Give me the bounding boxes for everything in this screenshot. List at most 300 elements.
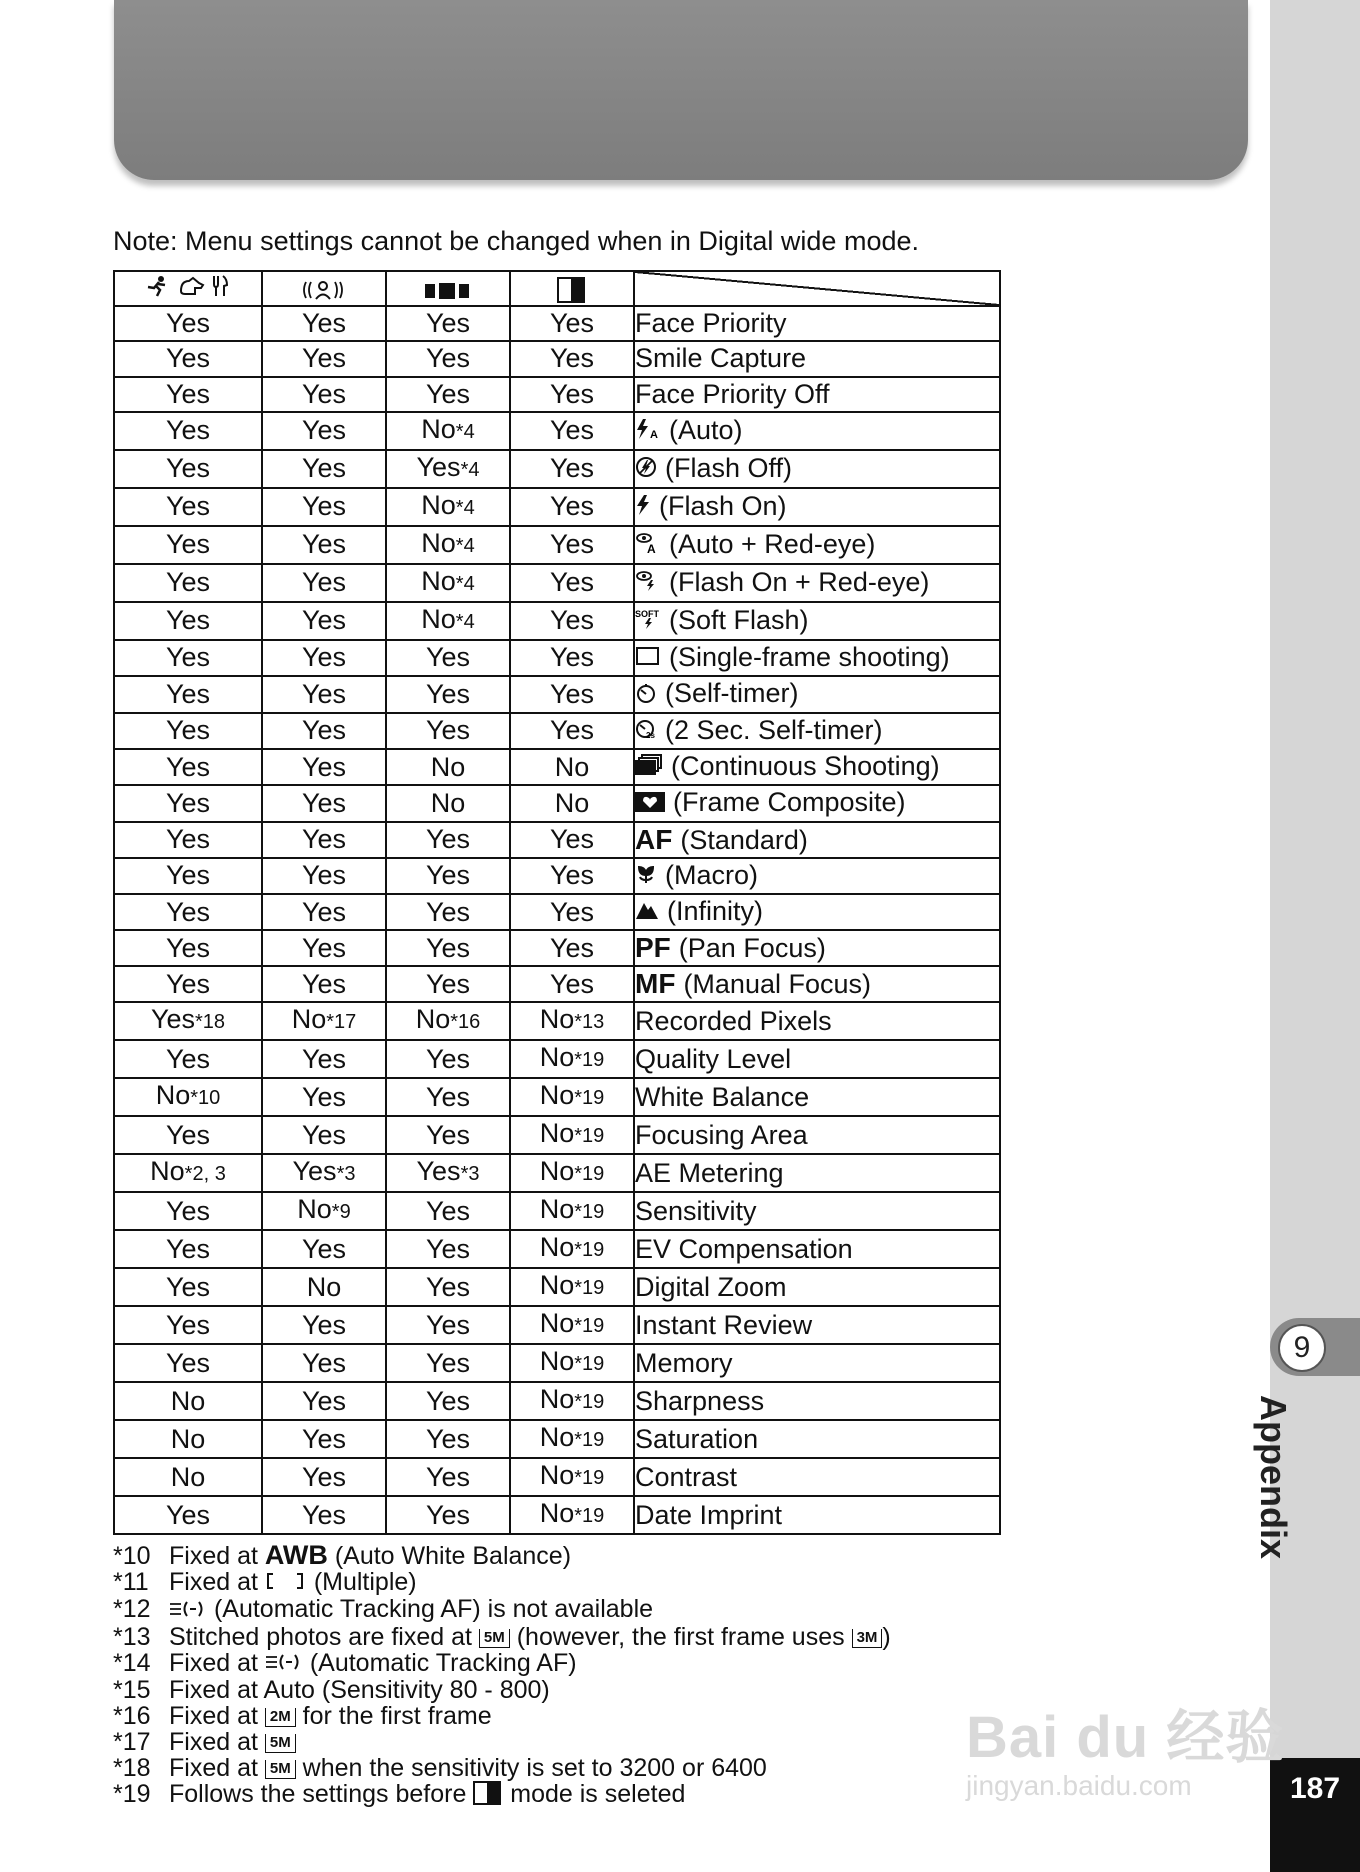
cell-setting (634, 450, 1000, 488)
cell-setting (634, 640, 1000, 676)
cell-setting (634, 785, 1000, 821)
cell-c3 (386, 713, 510, 749)
footnote-text: Fixed at (169, 1728, 265, 1757)
table-row (114, 1496, 1000, 1534)
cell-value: Yes (292, 1156, 337, 1187)
table-row (114, 450, 1000, 488)
cell-c1 (114, 930, 262, 966)
footnote-text: Follows the settings before (169, 1780, 474, 1809)
cell-value: Yes (425, 1309, 471, 1340)
cell-setting (634, 1230, 1000, 1268)
cell-c1 (114, 377, 262, 412)
cell-value: Yes (165, 896, 211, 927)
table-row (114, 1382, 1000, 1420)
footnote-ref: *19 (574, 1505, 605, 1528)
cell-c4 (510, 1268, 634, 1306)
cell-value: No (421, 527, 456, 558)
cell-value: Yes (301, 567, 347, 598)
cell-value: No (421, 603, 456, 634)
self-timer-2s-icon (635, 715, 657, 748)
footnote-ref: *19 (574, 1353, 605, 1376)
footnote-text: Fixed at (169, 1648, 265, 1677)
flash-auto-icon (635, 415, 661, 448)
cell-value: Yes (301, 308, 347, 339)
cell-c2 (262, 858, 386, 894)
cell-value: Yes (301, 642, 347, 673)
food-icon (211, 275, 229, 297)
cell-c3 (386, 1306, 510, 1344)
header-cell-smile (262, 271, 386, 306)
cell-value: Yes (425, 1385, 471, 1416)
setting-label: (Continuous Shooting) (671, 750, 940, 781)
continuous-icon (635, 751, 663, 784)
cell-c1 (114, 1078, 262, 1116)
cell-c2 (262, 306, 386, 341)
cell-setting (634, 488, 1000, 526)
cell-c1 (114, 858, 262, 894)
cell-c4 (510, 1230, 634, 1268)
cell-c2 (262, 1382, 386, 1420)
cell-setting (634, 1306, 1000, 1344)
cell-value: Yes (549, 860, 595, 891)
footnote-text: ) (882, 1622, 891, 1651)
cell-value: Yes (165, 787, 211, 818)
cell-value: No (539, 1194, 575, 1225)
cell-setting (634, 894, 1000, 930)
cell-c4 (510, 306, 634, 341)
cell-setting (634, 930, 1000, 966)
cell-value: Yes (301, 1119, 347, 1150)
page-number: 187 (1289, 1772, 1341, 1805)
cell-c4 (510, 894, 634, 930)
cell-setting (634, 749, 1000, 785)
cell-value: Yes (425, 715, 471, 746)
table-row (114, 377, 1000, 412)
cell-value: Yes (165, 715, 211, 746)
table-row (114, 858, 1000, 894)
setting-label: (Self-timer) (665, 678, 799, 709)
setting-label: Date Imprint (635, 1499, 783, 1530)
cell-value: Yes (165, 529, 211, 560)
cell-c1 (114, 1116, 262, 1154)
cell-c2 (262, 377, 386, 412)
cell-value: Yes (301, 343, 347, 374)
cell-value: Yes (301, 491, 347, 522)
table-row (114, 785, 1000, 821)
table-row (114, 1040, 1000, 1078)
pixel-size-icon: 5M (265, 1760, 296, 1779)
cell-c4 (510, 966, 634, 1002)
chapter-number: 9 (1278, 1324, 1326, 1372)
cell-c2 (262, 1420, 386, 1458)
setting-label: Smile Capture (635, 343, 807, 374)
cell-c2 (262, 1078, 386, 1116)
cell-value: Yes (549, 567, 595, 598)
table-row (114, 602, 1000, 640)
cell-value: Yes (165, 1233, 211, 1264)
cell-value: Yes (549, 824, 595, 855)
header-cell-diagonal (634, 271, 1000, 306)
flash-red-eye-icon (635, 567, 661, 600)
footnote-number: *11 (113, 1568, 149, 1596)
footnote-ref: *19 (574, 1049, 605, 1072)
smile-icon (301, 279, 345, 301)
cell-c1 (114, 1306, 262, 1344)
cell-setting (634, 602, 1000, 640)
cell-value: Yes (150, 1004, 195, 1035)
footnote-ref: *19 (574, 1315, 605, 1338)
footnote-ref: *19 (574, 1239, 605, 1262)
footnote-ref: *19 (574, 1391, 605, 1414)
cell-c1 (114, 640, 262, 676)
cell-c4 (510, 1344, 634, 1382)
cell-c1 (114, 1040, 262, 1078)
footnote-number: *17 (113, 1728, 151, 1757)
cell-c4 (510, 1116, 634, 1154)
cell-c4 (510, 526, 634, 564)
footnote-ref: *13 (574, 1011, 605, 1034)
cell-setting (634, 1268, 1000, 1306)
cell-c1 (114, 306, 262, 341)
cell-setting (634, 1002, 1000, 1040)
table-row (114, 1116, 1000, 1154)
cell-c1 (114, 1496, 262, 1534)
footnote-ref: *2, 3 (184, 1163, 226, 1186)
cell-setting (634, 306, 1000, 341)
cell-c3 (386, 488, 510, 526)
footnote-line (113, 1569, 891, 1596)
table-row (114, 894, 1000, 930)
cell-c3 (386, 412, 510, 450)
setting-label: (Flash On + Red-eye) (669, 566, 930, 597)
cell-value: Yes (301, 415, 347, 446)
cell-value: Yes (301, 896, 347, 927)
cell-value: Yes (165, 1309, 211, 1340)
setting-label: Memory (635, 1347, 733, 1378)
cell-value: Yes (549, 642, 595, 673)
setting-label: (Auto + Red-eye) (669, 528, 876, 559)
footnote-ref: *19 (574, 1429, 605, 1452)
cell-c2 (262, 412, 386, 450)
cell-value: No (539, 1232, 575, 1263)
cell-c4 (510, 1078, 634, 1116)
cell-c3 (386, 1496, 510, 1534)
cell-value: Yes (301, 605, 347, 636)
cell-value: Yes (416, 1156, 461, 1187)
cell-setting (634, 1344, 1000, 1382)
cell-value: Yes (425, 932, 471, 963)
cell-c3 (386, 1002, 510, 1040)
cell-c2 (262, 1040, 386, 1078)
cell-c3 (386, 1078, 510, 1116)
cell-value: Yes (549, 453, 595, 484)
cell-c3 (386, 1230, 510, 1268)
cell-value: No (539, 1156, 575, 1187)
setting-label: Sharpness (635, 1385, 765, 1416)
cell-value: Yes (165, 308, 211, 339)
cell-c2 (262, 966, 386, 1002)
cell-value: Yes (165, 824, 211, 855)
cell-value: No (539, 1042, 575, 1073)
flash-on-icon (635, 491, 651, 524)
cell-setting (634, 713, 1000, 749)
cell-c1 (114, 412, 262, 450)
cell-c3 (386, 1458, 510, 1496)
cell-c3 (386, 602, 510, 640)
cell-setting (634, 1078, 1000, 1116)
table-row (114, 1078, 1000, 1116)
footnote-text: Fixed at (169, 1568, 265, 1596)
cell-c3 (386, 1268, 510, 1306)
cell-value: Yes (165, 491, 211, 522)
cell-c1 (114, 1192, 262, 1230)
cell-setting (634, 1154, 1000, 1192)
cell-value: Yes (425, 308, 471, 339)
footnote-line (113, 1703, 891, 1729)
cell-value: Yes (301, 378, 347, 409)
cell-value: Yes (165, 1119, 211, 1150)
setting-label: (2 Sec. Self-timer) (665, 714, 883, 745)
cell-value: Yes (165, 642, 211, 673)
cell-value: Yes (301, 1309, 347, 1340)
table-row (114, 1154, 1000, 1192)
cell-value: No (539, 1308, 575, 1339)
cell-value: Yes (549, 896, 595, 927)
setting-label: Focusing Area (635, 1119, 808, 1150)
cell-c3 (386, 450, 510, 488)
setting-label: (Standard) (680, 824, 808, 855)
setting-label: (Auto) (669, 414, 743, 445)
footnote-ref: *4 (455, 496, 475, 519)
cell-value: Yes (165, 343, 211, 374)
footnote-text: (Auto White Balance) (327, 1542, 572, 1570)
cell-setting (634, 822, 1000, 858)
footnotes (113, 1542, 891, 1810)
footnote-number: *12 (113, 1595, 151, 1624)
cell-c4 (510, 1192, 634, 1230)
cell-setting (634, 564, 1000, 602)
cell-c1 (114, 488, 262, 526)
cell-value: Yes (165, 1195, 211, 1226)
cell-c1 (114, 1268, 262, 1306)
cell-c2 (262, 749, 386, 785)
cell-value: Yes (425, 860, 471, 891)
cell-c2 (262, 1002, 386, 1040)
cell-c4 (510, 1496, 634, 1534)
setting-label: Recorded Pixels (635, 1005, 832, 1036)
self-timer-icon (635, 679, 657, 712)
table-row (114, 488, 1000, 526)
cell-c2 (262, 894, 386, 930)
cell-value: Yes (549, 415, 595, 446)
cell-c4 (510, 341, 634, 376)
cell-setting (634, 966, 1000, 1002)
footnote-line (113, 1755, 891, 1781)
cell-value: Yes (301, 1423, 347, 1454)
footnote-ref: *4 (455, 534, 475, 557)
cell-c2 (262, 564, 386, 602)
cell-c2 (262, 676, 386, 712)
cell-value: Yes (301, 824, 347, 855)
footnote-text: (Automatic Tracking AF) (302, 1648, 577, 1677)
footnote-line (113, 1677, 891, 1703)
cell-c3 (386, 1344, 510, 1382)
table-row (114, 1192, 1000, 1230)
footnote-ref: *19 (574, 1277, 605, 1300)
footnote-ref: *19 (574, 1467, 605, 1490)
cell-value: No (539, 1384, 575, 1415)
cell-setting (634, 1496, 1000, 1534)
cell-c2 (262, 822, 386, 858)
setting-label: (Soft Flash) (669, 604, 809, 635)
watermark-logo: Bai du 经验 (966, 1705, 1285, 1770)
cell-c4 (510, 749, 634, 785)
cell-value: No (539, 1422, 575, 1453)
cell-c3 (386, 306, 510, 341)
cell-c3 (386, 749, 510, 785)
footnote-line (113, 1781, 891, 1810)
cell-setting (634, 412, 1000, 450)
table-row (114, 1344, 1000, 1382)
table-row (114, 640, 1000, 676)
footnote-ref: *4 (455, 610, 475, 633)
table-row (114, 1002, 1000, 1040)
cell-setting (634, 1192, 1000, 1230)
cell-value: Yes (425, 1499, 471, 1530)
cell-value: Yes (165, 968, 211, 999)
cell-value: Yes (165, 415, 211, 446)
cell-c2 (262, 713, 386, 749)
cell-c3 (386, 526, 510, 564)
setting-label: (Flash Off) (665, 452, 793, 483)
pet-icon (177, 275, 205, 297)
cell-value: Yes (425, 678, 471, 709)
cell-c2 (262, 930, 386, 966)
cell-c3 (386, 858, 510, 894)
cell-value: No (155, 1080, 191, 1111)
chapter-title: Appendix (1253, 1395, 1294, 1560)
footnote-line (113, 1729, 891, 1755)
footnote-ref: *19 (574, 1125, 605, 1148)
table-row (114, 306, 1000, 341)
cell-c2 (262, 1458, 386, 1496)
cell-value: Yes (301, 715, 347, 746)
table-row (114, 713, 1000, 749)
cell-c4 (510, 822, 634, 858)
af-icon: AF (635, 823, 673, 855)
header-banner (114, 0, 1248, 180)
cell-c4 (510, 785, 634, 821)
footnote-number: *10 (113, 1542, 151, 1570)
setting-label: (Manual Focus) (683, 969, 872, 1000)
cell-value: Yes (165, 860, 211, 891)
cell-setting (634, 1458, 1000, 1496)
cell-value: Yes (165, 932, 211, 963)
side-strip (1270, 0, 1360, 1872)
setting-label: (Infinity) (667, 896, 764, 926)
cell-value: No (539, 1460, 575, 1491)
table-row (114, 930, 1000, 966)
cell-c4 (510, 858, 634, 894)
cell-c3 (386, 676, 510, 712)
footnote-ref: *10 (190, 1087, 221, 1110)
setting-label: (Pan Focus) (678, 933, 826, 964)
cell-value: Yes (425, 1195, 471, 1226)
cell-value: No (539, 1080, 575, 1111)
cell-value: Yes (165, 378, 211, 409)
table-row (114, 341, 1000, 376)
footnote-text: (however, the first frame uses (509, 1622, 852, 1651)
cell-c1 (114, 1458, 262, 1496)
cell-c4 (510, 1420, 634, 1458)
footnote-number: *18 (113, 1754, 151, 1783)
cell-c1 (114, 450, 262, 488)
cell-c3 (386, 785, 510, 821)
setting-label: White Balance (635, 1081, 810, 1112)
cell-value: Yes (425, 1119, 471, 1150)
svg-text:2s: 2s (646, 730, 655, 740)
cell-value: Yes (301, 860, 347, 891)
footnote-text: (Automatic Tracking AF) is not available (207, 1595, 654, 1624)
cell-c2 (262, 488, 386, 526)
digital-wide-icon (473, 1781, 501, 1810)
cell-c2 (262, 1268, 386, 1306)
footnote-text: for the first frame (295, 1702, 492, 1731)
cell-c2 (262, 785, 386, 821)
cell-c2 (262, 602, 386, 640)
cell-value: Yes (165, 751, 211, 782)
cell-value: Yes (425, 1271, 471, 1302)
cell-c2 (262, 450, 386, 488)
cell-c2 (262, 1116, 386, 1154)
svg-text:SOFT: SOFT (635, 608, 659, 619)
footnote-number: *14 (113, 1648, 151, 1677)
footnote-number: *13 (113, 1622, 151, 1651)
cell-c4 (510, 676, 634, 712)
table-row (114, 749, 1000, 785)
svg-text:A: A (650, 428, 658, 440)
header-cell-scene (114, 271, 262, 306)
cell-value: Yes (549, 529, 595, 560)
cell-value: Yes (425, 1081, 471, 1112)
cell-value: Yes (301, 968, 347, 999)
watermark (966, 1690, 1284, 1802)
footnote-ref: *3 (336, 1163, 356, 1186)
cell-value: No (539, 1118, 575, 1149)
footnote-text: (Multiple) (306, 1568, 417, 1596)
footnote-ref: *9 (331, 1201, 351, 1224)
cell-value: No (430, 751, 466, 782)
cell-c1 (114, 1002, 262, 1040)
cell-c4 (510, 713, 634, 749)
cell-value: Yes (165, 678, 211, 709)
cell-value: Yes (301, 787, 347, 818)
cell-c2 (262, 1496, 386, 1534)
cell-c1 (114, 341, 262, 376)
cell-value: Yes (425, 1233, 471, 1264)
cell-value: Yes (416, 451, 461, 482)
multiple-af-icon (265, 1570, 305, 1596)
cell-c4 (510, 602, 634, 640)
setting-label: (Frame Composite) (673, 787, 906, 818)
cell-c4 (510, 1382, 634, 1420)
cell-c1 (114, 785, 262, 821)
cell-c2 (262, 1230, 386, 1268)
cell-c2 (262, 341, 386, 376)
setting-label: Face Priority (635, 308, 787, 339)
cell-value: Yes (425, 824, 471, 855)
cell-value: Yes (425, 1423, 471, 1454)
